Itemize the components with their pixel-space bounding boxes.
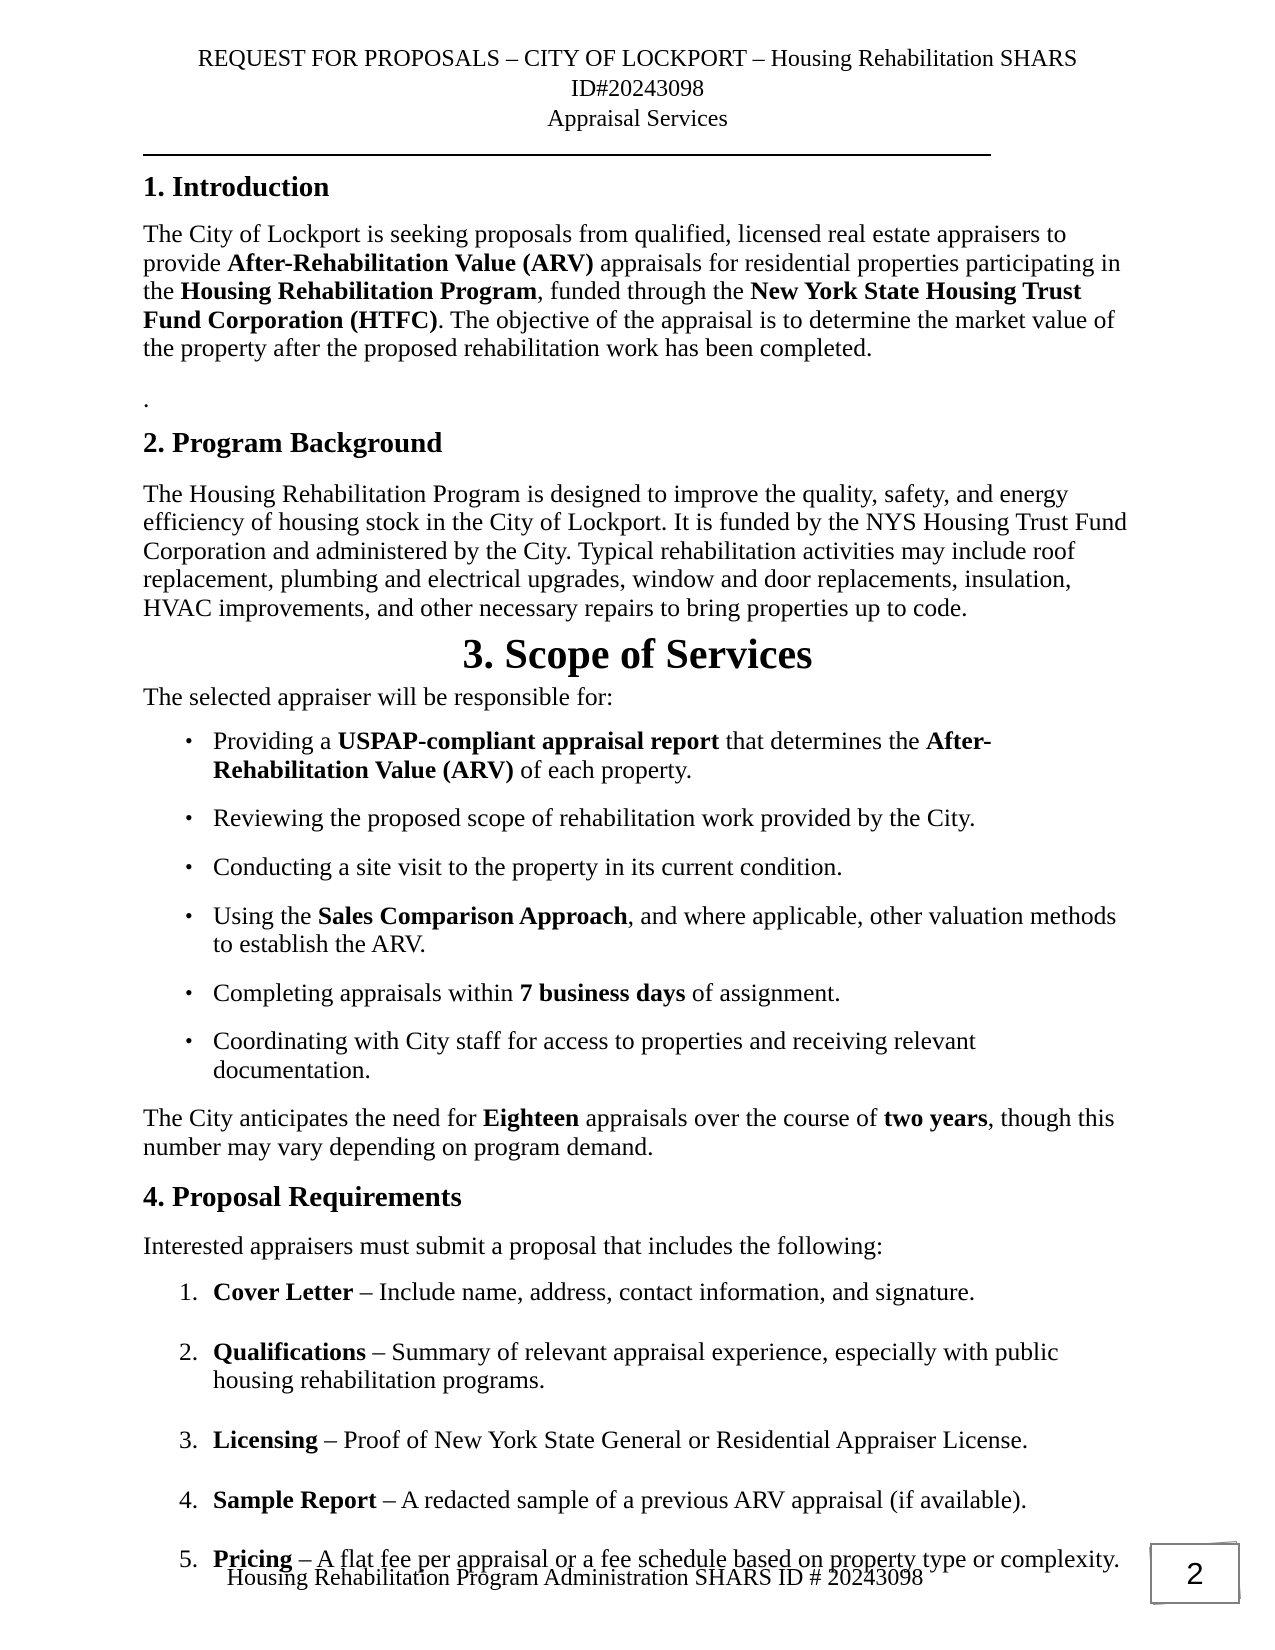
numbered-item-text: Pricing – A flat fee per appraisal or a fee schedule based on property type or complexity. [213, 1544, 1120, 1574]
item-number: 3. [179, 1425, 199, 1455]
bullet-list-item [143, 902, 1132, 959]
section-heading-introduction: 1. Introduction [143, 171, 330, 203]
bullet-item-text: Using the Sales Comparison Approach, and where applicable, other valuation methods to establish the ARV. [213, 900, 1117, 959]
bullet-icon: • [185, 853, 193, 879]
header-title-line2: Appraisal Services [547, 106, 728, 132]
scope-bullet-list [143, 727, 1132, 1084]
bullet-item-text: Coordinating with City staff for access to properties and receiving relevant documentation. [213, 1026, 976, 1084]
page-number-box [1149, 1541, 1241, 1605]
bullet-icon: • [185, 728, 193, 754]
section-heading-program-background: 2. Program Background [143, 426, 443, 459]
numbered-item-text: Qualifications – Summary of relevant appraisal experience, especially with public housing rehabilitation programs. [213, 1336, 1059, 1395]
numbered-item-text: Licensing – Proof of New York State General or Residential Appraiser License. [213, 1425, 1029, 1455]
scope-lead-paragraph: The selected appraiser will be responsible for: [143, 681, 614, 711]
bullet-item-text: Completing appraisals within 7 business days of assignment. [213, 977, 841, 1007]
numbered-list-item [143, 1486, 1132, 1515]
bullet-icon: • [185, 1028, 193, 1054]
bullet-item-text: Conducting a site visit to the property in its current condition. [213, 851, 843, 881]
page-number: 2 [1186, 1555, 1204, 1591]
bullet-item-text: Reviewing the proposed scope of rehabilitation work provided by the City. [213, 803, 976, 833]
stray-period-paragraph: . [143, 383, 150, 413]
scope-closing-paragraph: The City anticipates the need for Eighteen appraisals over the course of two years, though this number may vary depending on program demand. [143, 1103, 1115, 1162]
introduction-paragraph: The City of Lockport is seeking proposals from qualified, licensed real estate appraisers to provide After-Rehabilitation Value (ARV) appraisals for residential properties participating in the Housing Rehabilitation Program, funded through the New York State Housing Trust Fund Corporation (HTFC). The objective of the appraisal is to determine the market value of the property after the proposed rehabilitation work has been completed. [143, 219, 1121, 363]
bullet-icon: • [185, 805, 193, 831]
header-divider-line [143, 154, 991, 156]
numbered-list-item [143, 1278, 1132, 1307]
bullet-list-item [143, 804, 1132, 833]
bullet-list-item [143, 727, 1132, 784]
header-title-line1: REQUEST FOR PROPOSALS – CITY OF LOCKPORT – Housing Rehabilitation SHARS ID#20243098 [197, 46, 1078, 102]
numbered-item-text: Cover Letter – Include name, address, contact information, and signature. [213, 1277, 976, 1307]
bullet-icon: • [185, 902, 193, 928]
requirements-numbered-list [143, 1278, 1132, 1574]
numbered-list-item [143, 1338, 1132, 1395]
section-heading-scope-of-services: 3. Scope of Services [462, 631, 813, 678]
item-number: 1. [179, 1277, 199, 1307]
bullet-list-item [143, 853, 1132, 882]
section-heading-proposal-requirements: 4. Proposal Requirements [143, 1180, 462, 1213]
footer-text: Housing Rehabilitation Program Administration SHARS ID # 20243098 [226, 1565, 924, 1591]
bullet-list-item [143, 1027, 1132, 1084]
numbered-item-text: Sample Report – A redacted sample of a previous ARV appraisal (if available). [213, 1484, 1027, 1514]
page-number-frame [1150, 1543, 1240, 1604]
numbered-list-item [143, 1426, 1132, 1455]
item-number: 2. [179, 1336, 199, 1366]
bullet-list-item [143, 979, 1132, 1008]
requirements-lead-paragraph: Interested appraisers must submit a proposal that includes the following: [143, 1230, 884, 1260]
bullet-icon: • [185, 979, 193, 1005]
program-background-paragraph: The Housing Rehabilitation Program is designed to improve the quality, safety, and energy efficiency of housing stock in the City of Lockport. It is funded by the NYS Housing Trust Fund Corporation and administered by the City. Typical rehabilitation activities may include roof replacement, plumbing and electrical upgrades, window and door replacements, insulation, HVAC improvements, and other necessary repairs to bring properties up to code. [143, 478, 1128, 622]
bullet-item-text: Providing a USPAP-compliant appraisal report that determines the After-Rehabilitation Value (ARV) of each property. [213, 726, 992, 784]
item-number: 5. [179, 1544, 199, 1574]
item-number: 4. [179, 1484, 199, 1514]
